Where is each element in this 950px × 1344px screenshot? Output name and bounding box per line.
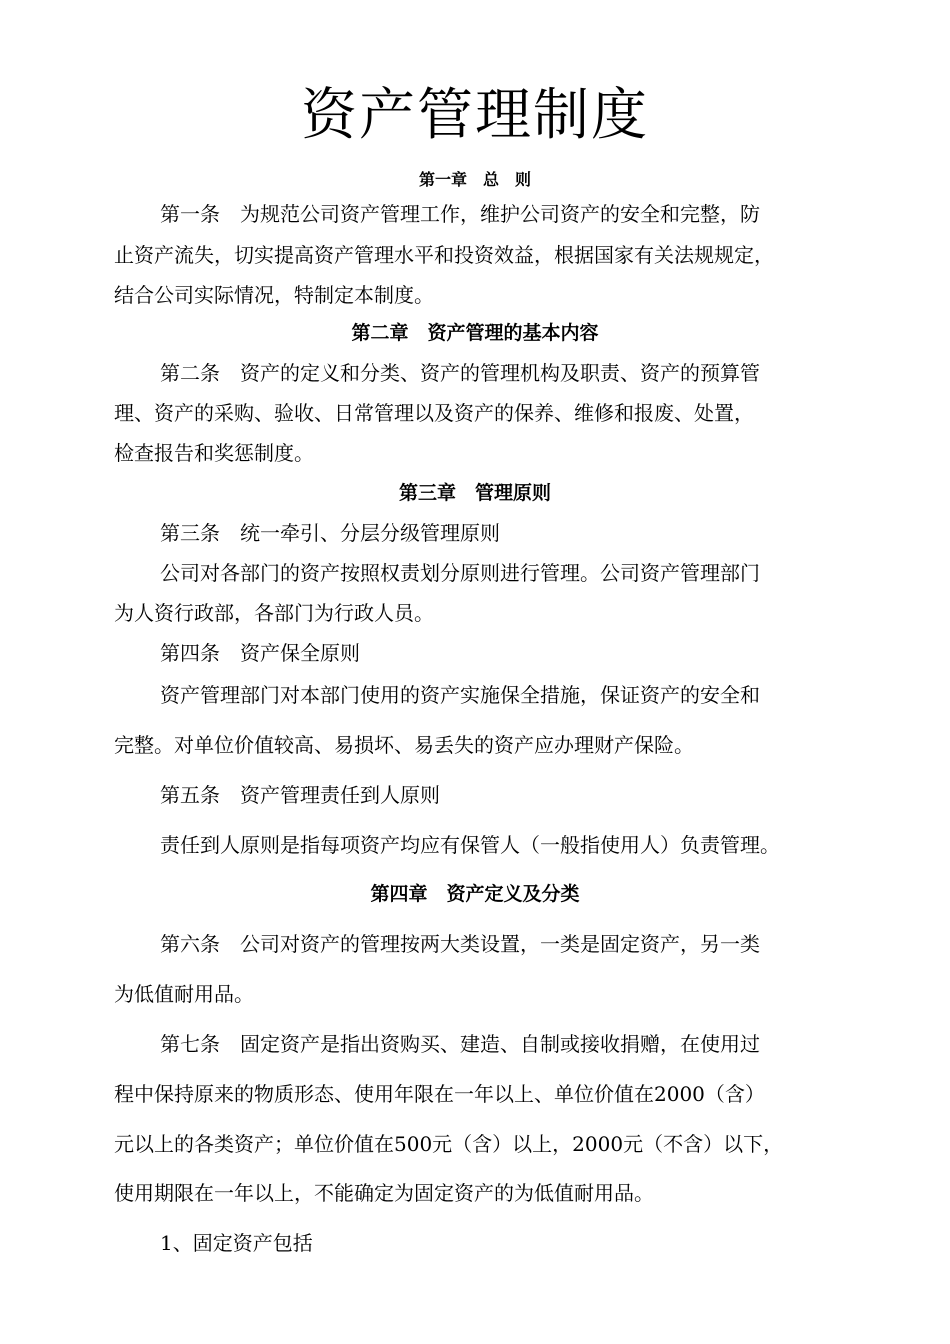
paragraph-line: 第三条 统一牵引、分层分级管理原则	[160, 521, 500, 545]
paragraph-line: 理、资产的采购、验收、日常管理以及资产的保养、维修和报废、处置，	[114, 401, 754, 425]
document-title: 资产管理制度	[301, 83, 649, 148]
paragraph-line: 公司对各部门的资产按照权责划分原则进行管理。公司资产管理部门	[160, 561, 760, 585]
paragraph-line: 程中保持原来的物质形态、使用年限在一年以上、单位价值在2000（含）	[114, 1082, 765, 1106]
paragraph-line: 为低值耐用品。	[114, 982, 254, 1006]
paragraph-line: 止资产流失，切实提高资产管理水平和投资效益，根据国家有关法规规定，	[114, 243, 774, 267]
paragraph-line: 为人资行政部，各部门为行政人员。	[114, 601, 434, 625]
paragraph-line: 第一条 为规范公司资产管理工作，维护公司资产的安全和完整，防	[160, 202, 760, 226]
paragraph-line: 使用期限在一年以上，不能确定为固定资产的为低值耐用品。	[114, 1181, 654, 1205]
paragraph-line: 第二条 资产的定义和分类、资产的管理机构及职责、资产的预算管	[160, 361, 760, 385]
chapter-heading-3: 第三章 管理原则	[398, 482, 551, 504]
chapter-heading-1: 第一章 总 则	[418, 170, 531, 189]
paragraph-line: 第七条 固定资产是指出资购买、建造、自制或接收捐赠，在使用过	[160, 1032, 760, 1056]
paragraph-line: 完整。对单位价值较高、易损坏、易丢失的资产应办理财产保险。	[114, 733, 694, 757]
paragraph-line: 检查报告和奖惩制度。	[114, 441, 314, 465]
chapter-heading-2: 第二章 资产管理的基本内容	[351, 322, 599, 344]
paragraph-line: 资产管理部门对本部门使用的资产实施保全措施，保证资产的安全和	[160, 683, 760, 707]
paragraph-line: 第五条 资产管理责任到人原则	[160, 783, 440, 807]
paragraph-line: 第六条 公司对资产的管理按两大类设置，一类是固定资产，另一类	[160, 932, 760, 956]
chapter-heading-4: 第四章 资产定义及分类	[370, 883, 580, 905]
paragraph-line: 元以上的各类资产；单位价值在500元（含）以上，2000元（不含）以下，	[114, 1132, 784, 1156]
paragraph-line: 结合公司实际情况，特制定本制度。	[114, 283, 434, 307]
paragraph-line: 第四条 资产保全原则	[160, 641, 360, 665]
paragraph-line: 责任到人原则是指每项资产均应有保管人（一般指使用人）负责管理。	[160, 833, 780, 857]
list-item-heading: 1、固定资产包括	[160, 1231, 313, 1255]
